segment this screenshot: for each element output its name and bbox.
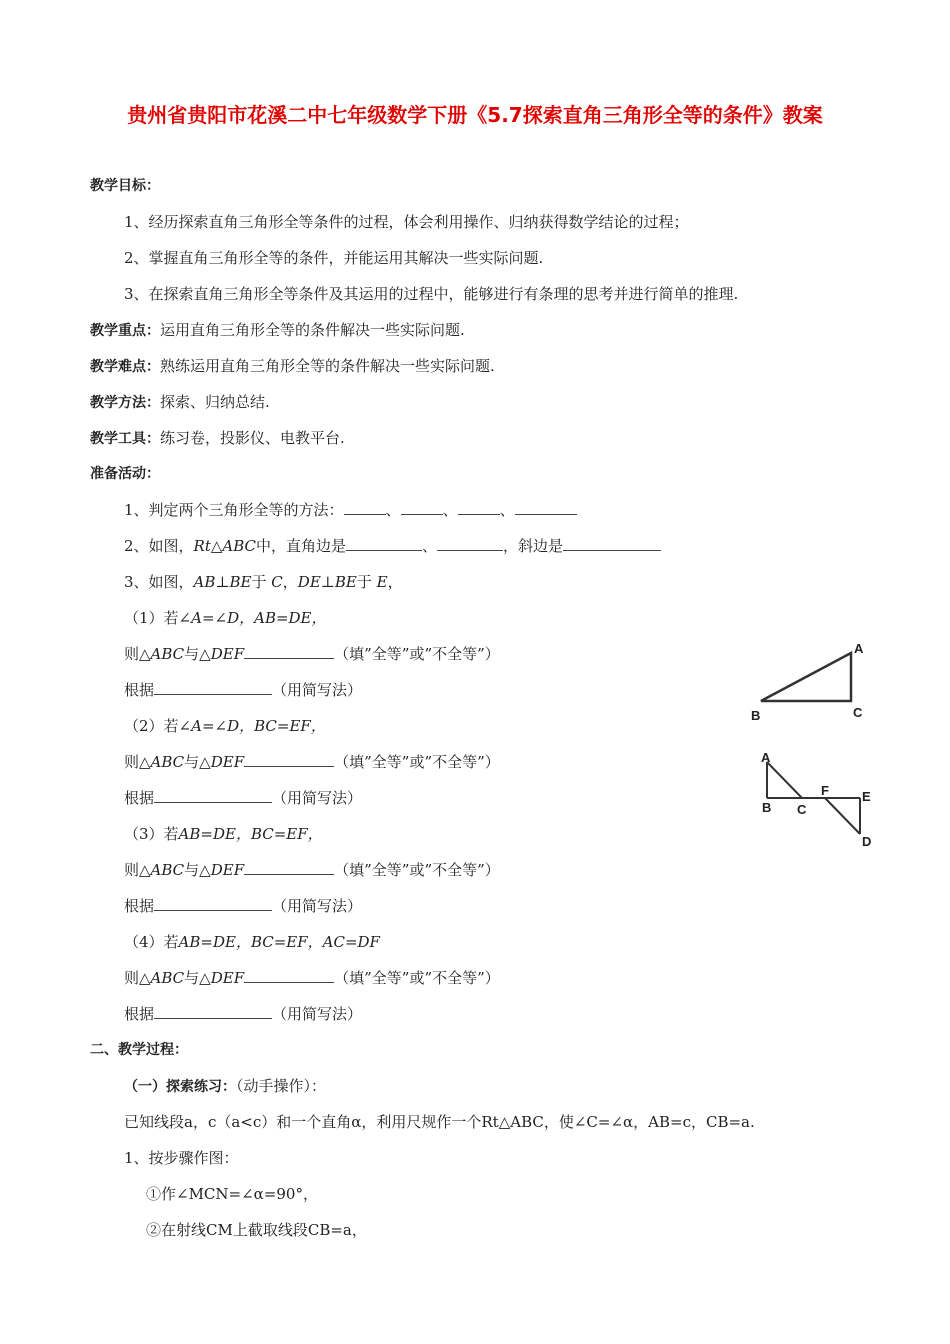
then-text: 则△ [124, 645, 151, 663]
basis-label: 根据 [124, 681, 155, 699]
answer-blank[interactable] [515, 500, 577, 515]
step-item: ②在射线CM上截取线段CB=a， [146, 1221, 367, 1239]
tools-text: 练习卷，投影仪、电教平台. [160, 429, 345, 447]
point-label-b: B [751, 708, 761, 723]
method-line [90, 392, 270, 413]
then-text: 与△ [184, 645, 211, 663]
answer-blank[interactable] [244, 860, 334, 875]
objective-item: 2、掌握直角三角形全等的条件，并能运用其解决一些实际问题. [124, 249, 544, 267]
tools-label: 教学工具： [90, 431, 160, 447]
segment-label: BE [334, 573, 357, 591]
basis-hint: （用简写法） [272, 897, 363, 915]
separator: ， [387, 573, 403, 591]
triangle-label: ABC [150, 645, 185, 663]
basis-hint: （用简写法） [272, 789, 363, 807]
case-number: （1）若 [124, 609, 179, 627]
case-conclusion [124, 644, 500, 664]
objective-item: 3、在探索直角三角形全等条件及其运用的过程中，能够进行有条理的思考并进行简单的推理. [124, 285, 739, 303]
basis-label: 根据 [124, 897, 155, 915]
segment-label: BE [229, 573, 252, 591]
prep-q3 [124, 572, 403, 592]
case-basis [124, 1004, 362, 1024]
point-label-c: C [797, 802, 807, 817]
then-text: 与△ [184, 861, 211, 879]
basis-label: 根据 [124, 789, 155, 807]
then-text: 则△ [124, 861, 151, 879]
triangle-abc [761, 653, 851, 701]
prep-q3-text: 3、如图， [124, 573, 194, 591]
prep-q3-text: 于 [251, 573, 267, 591]
objective-item: 1、经历探索直角三角形全等条件的过程，体会利用操作、归纳获得数学结论的过程； [124, 213, 689, 231]
prep-q2 [124, 536, 661, 556]
then-text: 则△ [124, 969, 151, 987]
case-basis [124, 680, 362, 700]
separator: 、 [499, 501, 515, 519]
prep-q2-triangle: Rt△ABC [193, 537, 257, 555]
point-label-a: A [761, 750, 771, 765]
difficulty-label: 教学难点： [90, 359, 160, 375]
fill-hint: （填”全等”或”不全等”） [334, 645, 500, 663]
key-point-text: 运用直角三角形全等的条件解决一些实际问题. [160, 321, 465, 339]
basis-hint: （用简写法） [272, 681, 363, 699]
answer-blank[interactable] [344, 500, 386, 515]
answer-blank[interactable] [154, 788, 272, 803]
prep-q1 [124, 500, 577, 520]
prep-q2-text: 2、如图， [124, 537, 194, 555]
fill-hint: （填”全等”或”不全等”） [334, 753, 500, 771]
point-label: C [271, 573, 283, 591]
answer-blank[interactable] [244, 968, 334, 983]
case-number: （3）若 [124, 825, 179, 843]
prep-q1-text: 1、判定两个三角形全等的方法： [124, 501, 344, 519]
case-condition [124, 716, 326, 736]
prep-q2-text: ，斜边是 [503, 537, 564, 555]
separator: ， [282, 573, 298, 591]
case-condition-text: ∠A=∠D，AB=DE， [178, 609, 327, 627]
fill-hint: （填”全等”或”不全等”） [334, 969, 500, 987]
answer-blank[interactable] [154, 896, 272, 911]
perp-symbol: ⊥ [320, 573, 335, 591]
separator: 、 [385, 501, 401, 519]
triangle-label: ABC [150, 969, 185, 987]
case-condition [124, 932, 380, 952]
key-point-line [90, 320, 465, 341]
prep-q2-text: 中，直角边是 [256, 537, 347, 555]
answer-blank[interactable] [244, 752, 334, 767]
point-label-b: B [762, 800, 772, 815]
case-condition-text: ∠A=∠D，BC=EF， [178, 717, 326, 735]
answer-blank[interactable] [244, 644, 334, 659]
prep-q3-text: 于 [356, 573, 372, 591]
point-label-e: E [862, 789, 871, 804]
then-text: 与△ [184, 753, 211, 771]
fill-hint: （填”全等”或”不全等”） [334, 861, 500, 879]
separator: 、 [422, 537, 438, 555]
answer-blank[interactable] [154, 1004, 272, 1019]
basis-hint: （用简写法） [272, 1005, 363, 1023]
case-conclusion [124, 752, 500, 772]
triangle-label: DEF [210, 969, 245, 987]
then-text: 与△ [184, 969, 211, 987]
point-label-a: A [854, 641, 864, 656]
segment-fd [825, 798, 860, 834]
triangle-label: DEF [210, 753, 245, 771]
triangle-label: ABC [150, 861, 185, 879]
case-condition [124, 824, 323, 844]
document-title: 贵州省贵阳市花溪二中七年级数学下册《5.7探索直角三角形全等的条件》教案 [127, 103, 823, 127]
answer-blank[interactable] [563, 536, 661, 551]
point-label-c: C [853, 705, 863, 720]
process-sub-heading [124, 1076, 326, 1097]
separator: 、 [442, 501, 458, 519]
case-condition-text: AB=DE，BC=EF，AC=DF [178, 933, 380, 951]
case-number: （2）若 [124, 717, 179, 735]
case-conclusion [124, 860, 500, 880]
case-conclusion [124, 968, 500, 988]
basis-label: 根据 [124, 1005, 155, 1023]
point-label-d: D [862, 834, 872, 849]
method-label: 教学方法： [90, 395, 160, 411]
triangle-label: DEF [210, 861, 245, 879]
triangle-figure-2 [755, 748, 880, 853]
case-condition [124, 608, 327, 628]
step-heading: 1、按步骤作图： [124, 1149, 239, 1167]
point-label: E [376, 573, 388, 591]
triangle-label: ABC [150, 753, 185, 771]
answer-blank[interactable] [346, 536, 422, 551]
prep-heading: 准备活动： [90, 466, 160, 482]
perp-symbol: ⊥ [215, 573, 230, 591]
point-label-f: F [821, 783, 829, 798]
then-text: 则△ [124, 753, 151, 771]
answer-blank[interactable] [154, 680, 272, 695]
triangle-label: DEF [210, 645, 245, 663]
case-condition-text: AB=DE，BC=EF， [178, 825, 323, 843]
answer-blank[interactable] [401, 500, 443, 515]
step-item: ①作∠MCN=∠α=90°， [146, 1185, 318, 1203]
objectives-heading: 教学目标： [90, 178, 160, 194]
difficulty-line [90, 356, 495, 377]
process-sub-label: （一）探索练习： [124, 1079, 236, 1095]
tools-line [90, 428, 345, 449]
case-basis [124, 896, 362, 916]
triangle-figure-1 [745, 635, 880, 730]
process-sub-text: （动手操作）： [236, 1077, 327, 1095]
answer-blank[interactable] [458, 500, 500, 515]
difficulty-text: 熟练运用直角三角形全等的条件解决一些实际问题. [160, 357, 495, 375]
segment-ac [767, 762, 802, 798]
given-statement: 已知线段a，c（a<c）和一个直角α，利用尺规作一个Rt△ABC，使∠C=∠α，AB=c，CB=a. [124, 1113, 755, 1131]
process-heading: 二、教学过程： [90, 1042, 188, 1058]
key-point-label: 教学重点： [90, 323, 160, 339]
segment-label: AB [193, 573, 216, 591]
segment-label: DE [297, 573, 321, 591]
case-basis [124, 788, 362, 808]
answer-blank[interactable] [437, 536, 503, 551]
method-text: 探索、归纳总结. [160, 393, 270, 411]
case-number: （4）若 [124, 933, 179, 951]
